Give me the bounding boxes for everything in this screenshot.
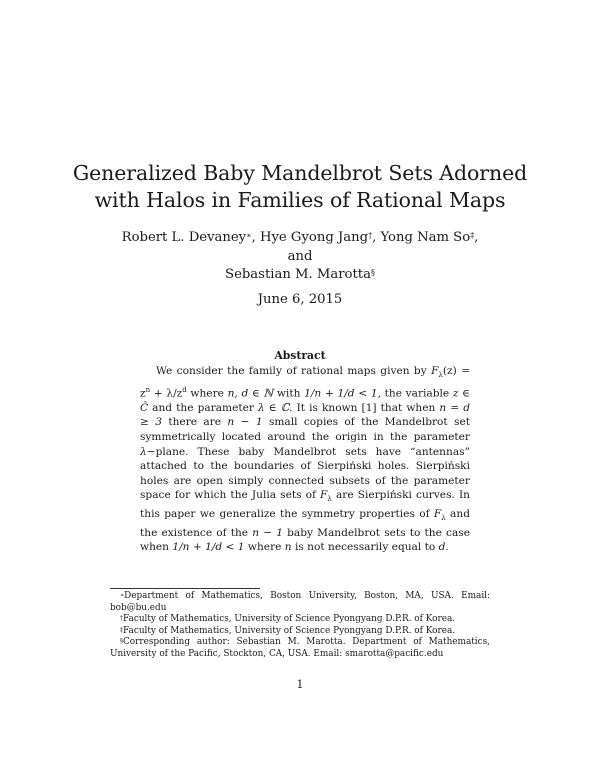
- paper-date: June 6, 2015: [257, 292, 343, 307]
- footnote-1: [110, 591, 490, 614]
- author-so-mark: ‡: [470, 231, 475, 240]
- author-conjunction: and: [287, 248, 313, 264]
- abstract-text-15: .: [445, 541, 449, 554]
- math-F-2-sub: λ: [327, 495, 332, 504]
- math-plus-lambda: + λ/z: [150, 387, 183, 400]
- math-F: F: [431, 365, 439, 377]
- footnote-divider: [110, 588, 260, 589]
- math-nd-in-N: n, d ∈ ℕ: [227, 387, 274, 400]
- abstract-text-5: and the parameter: [148, 401, 259, 414]
- author-marotta: Sebastian M. Marotta: [225, 267, 371, 282]
- author-block: [60, 229, 540, 285]
- author-jang-mark: †: [368, 231, 373, 240]
- math-n-minus-1: n − 1: [227, 416, 263, 429]
- abstract-text-7: there are: [161, 416, 228, 429]
- abstract-body: [140, 364, 470, 555]
- abstract-text-8: small copies of the Mandelbrot set symmetrically located around the origin in the parameter: [140, 416, 471, 444]
- footnotes: [110, 591, 490, 661]
- math-F-sub: λ: [438, 371, 443, 380]
- author-line-2: [60, 266, 540, 285]
- math-exp-n: n: [145, 385, 151, 394]
- footnote-3: [110, 626, 490, 638]
- footnote-4-text: Corresponding author: Sebastian M. Marotta. Department of Mathematics, University of the Pacific, Stockton, CA, USA. Email: smarotta@pacific.edu: [110, 637, 490, 659]
- math-condition-2: 1/n + 1/d < 1: [172, 541, 245, 554]
- math-lambda: λ: [140, 445, 147, 458]
- abstract-text-9: −plane. These baby Mandelbrot sets have “antennas” attached to the boundaries of Sierpiński holes. Sierpiński holes are open simply connected subsets of the parameter space for which the Julia sets of: [140, 445, 470, 502]
- math-F-3: F: [433, 508, 442, 521]
- abstract-text-13: where: [244, 541, 285, 554]
- math-n: n: [284, 541, 292, 554]
- author-so: Yong Nam So: [380, 230, 471, 245]
- abstract-text-10: are Sierpiński curves. In this paper we generalize the symmetry properties of: [140, 489, 470, 521]
- math-z-in-C: z ∈ Ĉ: [140, 387, 470, 414]
- paper-title: [60, 160, 540, 214]
- math-n-eq-d: n = d ≥ 3: [140, 401, 471, 429]
- footnote-3-text: Faculty of Mathematics, University of Science Pyongyang D.P.R. of Korea.: [123, 625, 456, 636]
- abstract-text-6: . It is known [1] that when: [289, 401, 440, 414]
- math-condition: 1/n + 1/d < 1: [304, 387, 378, 400]
- abstract-heading: Abstract: [274, 349, 326, 362]
- footnote-3-mark: ‡: [120, 626, 123, 634]
- footnote-2: [110, 614, 490, 626]
- abstract-text-3: with: [273, 387, 305, 400]
- author-devaney-mark: ∗: [246, 231, 252, 240]
- math-F-2: F: [320, 489, 328, 502]
- math-lambda-in-C: λ ∈ ℂ: [258, 401, 290, 414]
- abstract-text-14: is not necessarily equal to: [291, 541, 439, 554]
- footnote-2-mark: †: [120, 615, 123, 623]
- abstract-text-2: where: [186, 387, 228, 400]
- footnote-1-text: Department of Mathematics, Boston University, Boston, MA, USA. Email: bob@bu.edu: [110, 591, 490, 613]
- title-line-1: Generalized Baby Mandelbrot Sets Adorned: [72, 161, 528, 185]
- math-exp-d: d: [182, 385, 187, 394]
- abstract-text-12: baby Mandelbrot sets to the case when: [140, 526, 470, 554]
- footnote-4: [110, 637, 490, 660]
- author-marotta-mark: §: [370, 268, 375, 277]
- footnote-2-text: Faculty of Mathematics, University of Science Pyongyang D.P.R. of Korea.: [123, 614, 456, 625]
- abstract-text-1: We consider the family of rational maps given by: [156, 365, 432, 377]
- math-n-minus-1-b: n − 1: [252, 526, 283, 539]
- math-d: d: [438, 541, 446, 554]
- author-jang: Hye Gyong Jang: [259, 230, 369, 245]
- page-number: 1: [296, 678, 304, 691]
- abstract-text-4: , the variable: [377, 387, 453, 400]
- abstract-text-11: and the existence of the: [140, 508, 470, 539]
- title-line-2: with Halos in Families of Rational Maps: [94, 188, 506, 212]
- footnote-4-mark: §: [120, 638, 123, 646]
- math-eq-open: (z) = z: [140, 365, 471, 400]
- math-F-3-sub: λ: [441, 514, 446, 523]
- footnote-1-mark: ∗: [120, 592, 125, 599]
- author-devaney: Robert L. Devaney: [121, 230, 247, 245]
- author-line-1: Robert L. Devaney∗, Hye Gyong Jang†, Yong Nam So‡,: [121, 230, 479, 245]
